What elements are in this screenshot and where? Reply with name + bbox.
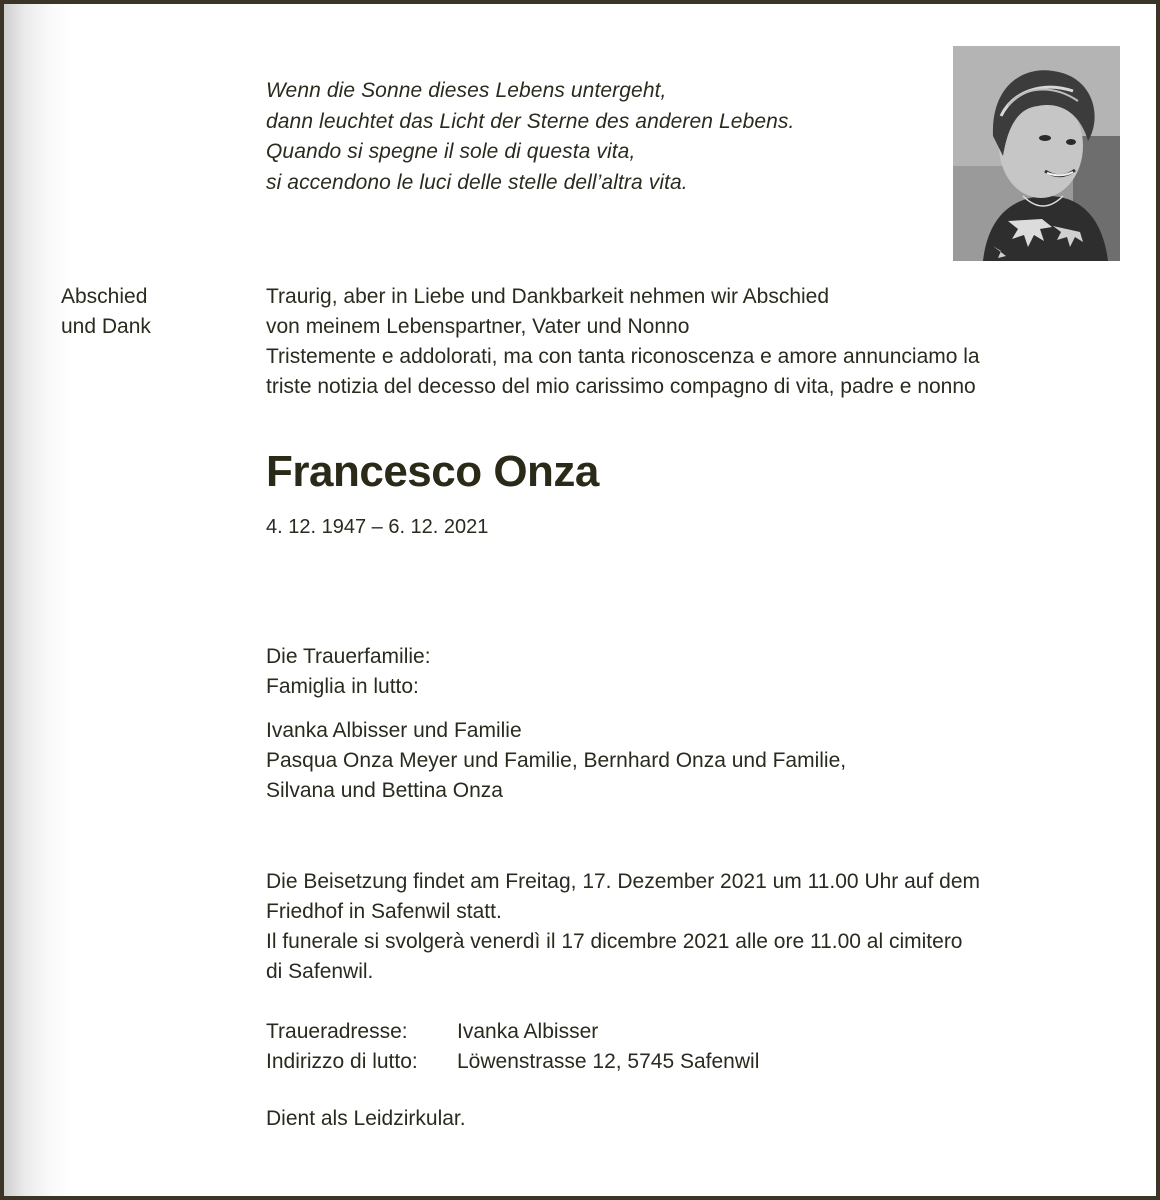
intro-line: Traurig, aber in Liebe und Dankbarkeit nehmen wir Abschied — [266, 285, 830, 308]
family-heading-line: Famiglia in lutto: — [266, 675, 419, 698]
intro-line: Tristemente e addolorati, ma con tanta riconoscenza e amore annunciamo la — [266, 345, 980, 368]
life-dates: 4. 12. 1947 – 6. 12. 2021 — [266, 516, 489, 538]
funeral-line: Il funerale si svolgerà venerdì il 17 dicembre 2021 alle ore 11.00 al cimitero — [266, 930, 963, 953]
closing-note: Dient als Leidzirkular. — [266, 1107, 466, 1130]
portrait-photo — [953, 46, 1120, 261]
family-member-line: Pasqua Onza Meyer und Familie, Bernhard Onza und Familie, — [266, 749, 847, 772]
deceased-name: Francesco Onza — [266, 447, 599, 496]
funeral-line: Friedhof in Safenwil statt. — [266, 900, 502, 923]
address-value: Ivanka Albisser — [457, 1020, 599, 1043]
address-label: Indirizzo di lutto: — [266, 1050, 418, 1073]
address-row-de — [266, 1017, 759, 1047]
intro-text — [266, 282, 980, 402]
motto-line: Quando si spegne il sole di questa vita, — [266, 140, 636, 163]
address-row-it — [266, 1047, 759, 1077]
funeral-notice — [266, 867, 980, 987]
address-value: Löwenstrasse 12, 5745 Safenwil — [457, 1050, 760, 1073]
section-label — [61, 282, 151, 342]
motto-line: Wenn die Sonne dieses Lebens untergeht, — [266, 79, 667, 102]
section-label-line: und Dank — [61, 315, 151, 338]
intro-line: von meinem Lebenspartner, Vater und Nonno — [266, 315, 690, 338]
family-members — [266, 716, 846, 806]
motto-line: si accendono le luci delle stelle dell’altra vita. — [266, 170, 688, 194]
motto-line: dann leuchtet das Licht der Sterne des anderen Lebens. — [266, 109, 795, 133]
motto-verse — [266, 76, 794, 198]
family-member-line: Silvana und Bettina Onza — [266, 779, 503, 802]
funeral-line: Die Beisetzung findet am Freitag, 17. Dezember 2021 um 11.00 Uhr auf dem — [266, 870, 980, 893]
address-label: Traueradresse: — [266, 1020, 408, 1043]
mourning-address — [266, 1017, 759, 1077]
family-heading — [266, 642, 431, 702]
family-heading-line: Die Trauerfamilie: — [266, 645, 431, 668]
section-label-line: Abschied — [61, 285, 148, 308]
family-member-line: Ivanka Albisser und Familie — [266, 719, 522, 742]
funeral-line: di Safenwil. — [266, 960, 374, 983]
intro-line: triste notizia del decesso del mio carissimo compagno di vita, padre e nonno — [266, 375, 976, 398]
